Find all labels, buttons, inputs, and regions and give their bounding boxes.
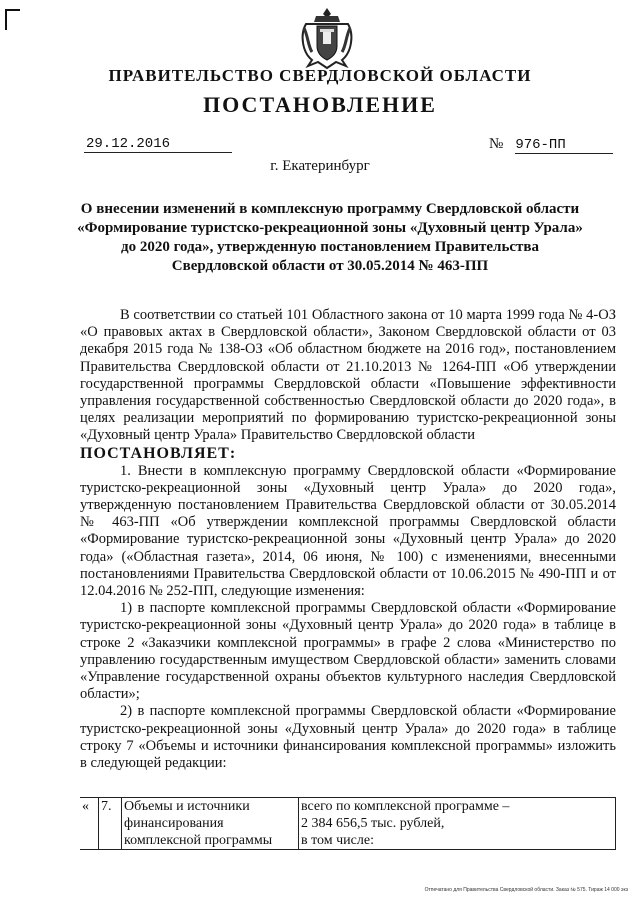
government-name: ПРАВИТЕЛЬСТВО СВЕРДЛОВСКОЙ ОБЛАСТИ	[108, 66, 532, 85]
document-kind: ПОСТАНОВЛЕНИЕ	[203, 92, 437, 117]
document-body	[80, 307, 616, 772]
title-line: О внесении изменений в комплексную программу Свердловской области	[80, 201, 580, 217]
preamble-paragraph: В соответствии со статьей 101 Областного закона от 10 марта 1999 года № 4-ОЗ «О правовых актах в Свердловской области», Законом Свердловской области от 03 декабря 2015 года № 138-ОЗ «Об областном бюджете на 2016 год», постановлением Правительства Свердловской области от 21.10.2013 № 1264-ПП «Об утверждении государственной программы Свердловской области «Повышение эффективности управления государственной собственностью Свердловской области до 2020 года», в целях реализации мероприятий по формированию туристско-рекреационной зоны «Духовный центр Урала» Правительство Свердловской области	[80, 307, 616, 444]
right-cell-line: 2 384 656,5 тыс. рублей,	[299, 815, 616, 832]
row-number: 7.	[99, 798, 122, 816]
open-quote: «	[80, 798, 99, 816]
left-cell-line: финансирования	[122, 815, 299, 832]
document-title	[70, 200, 590, 276]
left-cell-line: комплексной программы	[122, 832, 299, 850]
number-sign: №	[489, 136, 504, 152]
print-footer-note: Отпечатано для Правительства Свердловской области. Заказ № 575. Тираж 14 000 экз	[424, 887, 628, 893]
right-cell-line: в том числе:	[299, 832, 616, 850]
document-number: 976-ПП	[515, 137, 613, 154]
document-date: 29.12.2016	[84, 136, 232, 153]
table-row	[80, 832, 616, 850]
decree-heading: ПОСТАНОВЛЯЕТ:	[80, 444, 237, 462]
subitem-2-paragraph: 2) в паспорте комплексной программы Свердловской области «Формирование туристско-рекреационной зоны «Духовный центр Урала» до 2020 года» в таблице строку 7 «Объемы и источники финансирования комплексной программы» изложить в следующей редакции:	[80, 703, 616, 772]
city: г. Екатеринбург	[270, 158, 370, 174]
title-line: «Формирование туристско-рекреационной зоны «Духовный центр Урала»	[77, 220, 583, 236]
title-line: до 2020 года», утвержденную постановлением Правительства	[120, 239, 540, 255]
right-cell-line: всего по комплексной программе –	[299, 798, 616, 816]
table-row	[80, 798, 616, 816]
document-number-block	[489, 136, 613, 154]
title-line: Свердловской области от 30.05.2014 № 463-ПП	[171, 258, 489, 274]
subitem-1-paragraph: 1) в паспорте комплексной программы Свердловской области «Формирование туристско-рекреационной зоны «Духовный центр Урала» до 2020 года» в таблице в строке 2 «Заказчики комплексной программы» в графе 2 слова «Министерство по управлению государственным имуществом Свердловской области» заменить словами «Управление государственной охраны объектов культурного наследия Свердловской области»;	[80, 600, 616, 703]
left-cell-line: Объемы и источники	[122, 798, 299, 816]
coat-of-arms-emblem	[298, 6, 356, 70]
table-row	[80, 815, 616, 832]
financing-table	[80, 797, 616, 850]
item-1-paragraph: 1. Внести в комплексную программу Свердловской области «Формирование туристско-рекреационной зоны «Духовный центр Урала» до 2020 года», утвержденную постановлением Правительства Свердловской области от 30.05.2014 № 463-ПП «Об утверждении комплексной программы Свердловской области «Формирование туристско-рекреационной зоны «Духовный центр Урала» до 2020 года» («Областная газета», 2014, 06 июня, № 100) с изменениями, внесенными постановлениями Правительства Свердловской области от 10.06.2015 № 490-ПП и от 12.04.2016 № 252-ПП, следующие изменения:	[80, 462, 616, 600]
corner-bracket-mark	[4, 8, 22, 32]
